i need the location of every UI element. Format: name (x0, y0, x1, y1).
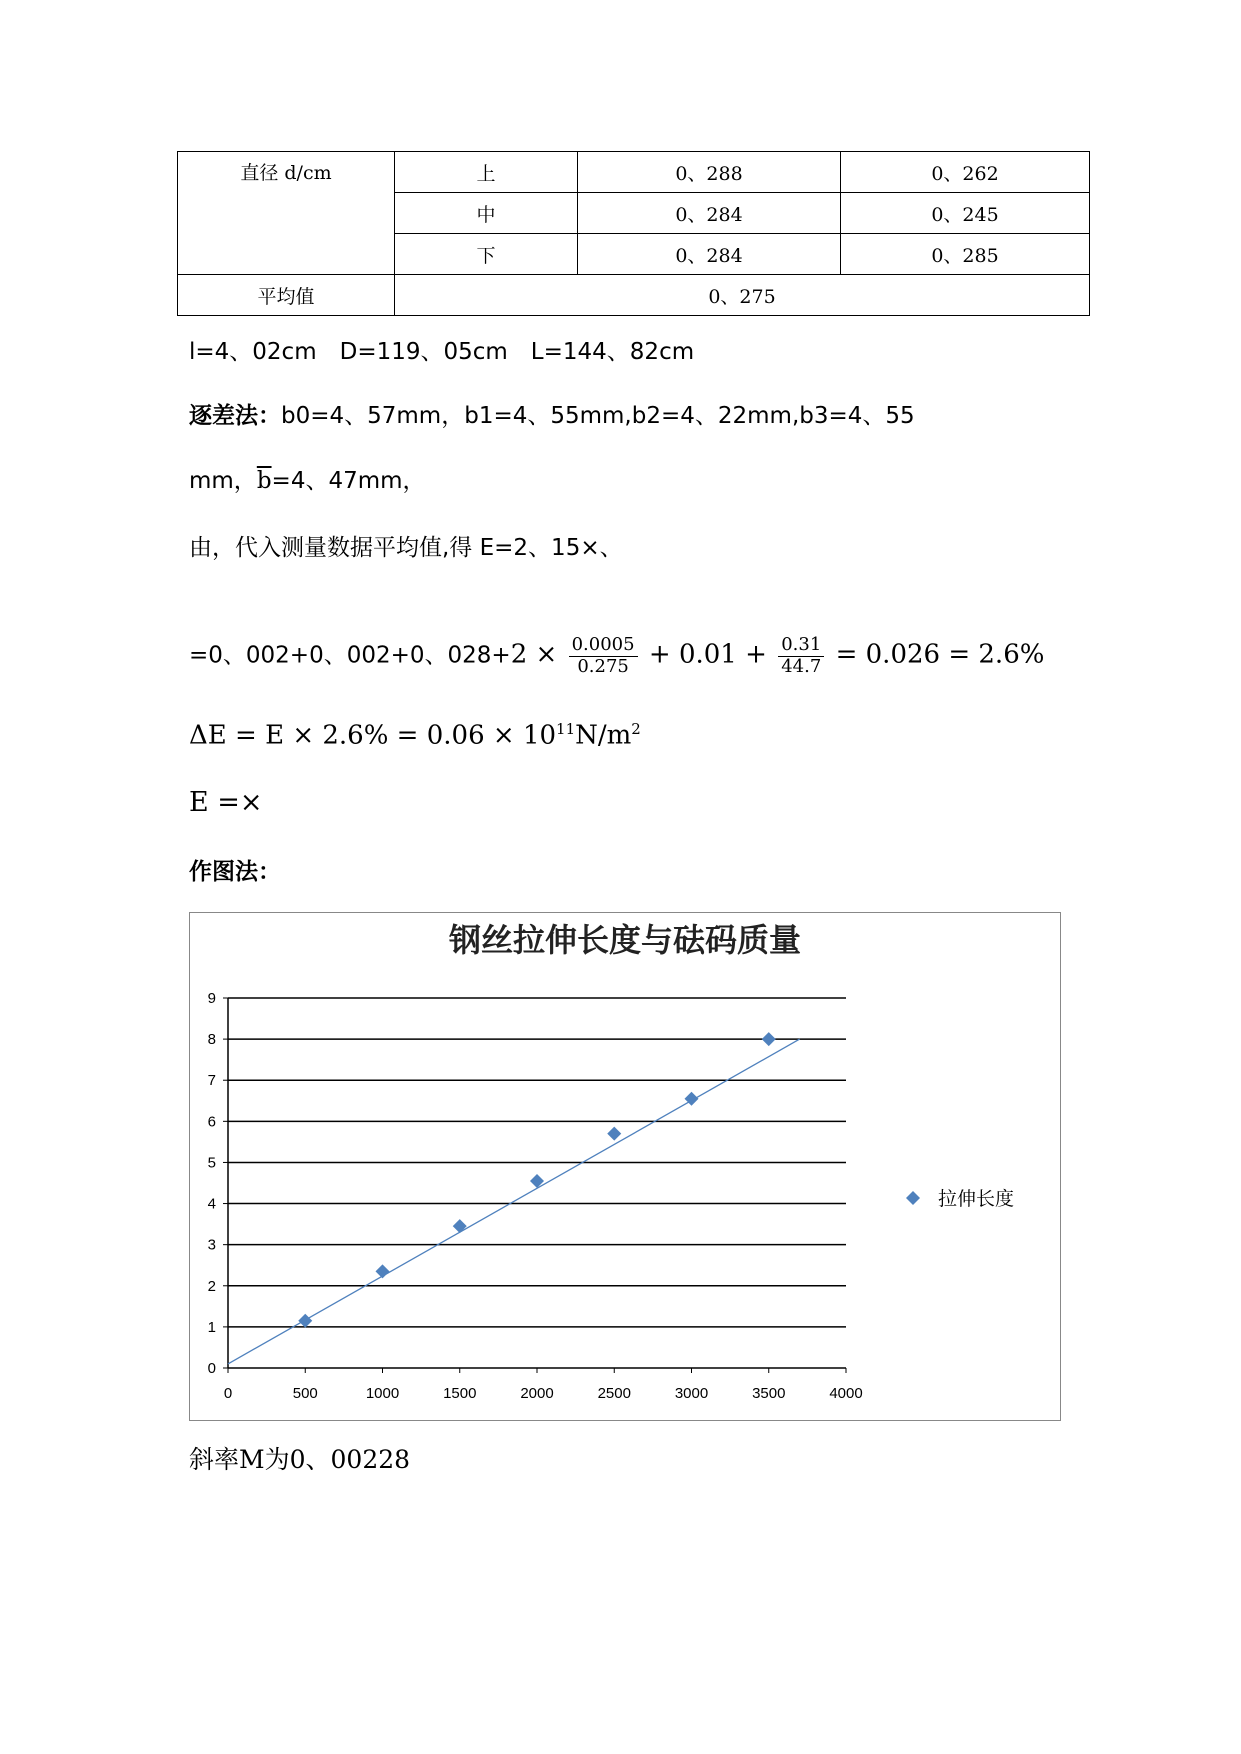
average-value: 0、275 (395, 275, 1090, 316)
rel-err-result: = 0.026 = 2.6% (835, 639, 1045, 670)
lengths-line: l=4、02cm D=119、05cm L=144、82cm (189, 339, 695, 365)
value-cell: 0、288 (578, 152, 841, 193)
e-equals-line: E =× (189, 787, 263, 818)
data-point (762, 1032, 776, 1046)
delta-e-exponent: 11 (556, 720, 576, 738)
delta-e-line (189, 720, 641, 751)
bbar-line (189, 462, 426, 495)
y-tick-label: 3 (207, 1236, 216, 1254)
fraction-1-denominator: 0.275 (577, 655, 629, 677)
data-point (607, 1127, 621, 1141)
y-tick-label: 1 (207, 1318, 216, 1336)
x-tick-label: 2500 (597, 1385, 631, 1402)
chart-svg (190, 913, 1060, 1420)
value-cell: 0、284 (578, 193, 841, 234)
diameter-label: 直径 d/cm (178, 152, 395, 275)
x-tick-label: 2000 (520, 1385, 554, 1402)
fraction-2 (778, 635, 824, 677)
delta-e-unit: N/m (575, 720, 632, 751)
average-label: 平均值 (178, 275, 395, 316)
rel-err-prefix: =0、002+0、002+0、028+ (189, 642, 511, 669)
bbar-text: =4、47mm， (271, 468, 426, 494)
value-cell: 0、262 (841, 152, 1090, 193)
slope-line: 斜率M为0、00228 (189, 1445, 411, 1474)
fraction-1 (569, 635, 638, 677)
fraction-2-numerator: 0.31 (778, 635, 824, 657)
table-row (178, 152, 1090, 193)
x-tick-label: 0 (223, 1385, 233, 1402)
relative-error-line (189, 635, 1044, 677)
x-tick-label: 1500 (443, 1385, 477, 1402)
x-tick-label: 1000 (365, 1385, 400, 1402)
y-tick-label: 8 (207, 1031, 216, 1049)
y-tick-label: 9 (207, 990, 216, 1007)
y-tick-label: 7 (207, 1072, 216, 1090)
legend-label: 拉伸长度 (938, 1189, 1015, 1210)
plus-term: + 0.01 + (648, 639, 767, 670)
two-times: 2 × (510, 639, 558, 670)
position-cell: 中 (395, 193, 578, 234)
x-tick-label: 3500 (752, 1385, 786, 1402)
y-tick-label: 2 (207, 1277, 216, 1295)
data-point (376, 1264, 390, 1278)
table-row (178, 275, 1090, 316)
measurement-table (177, 151, 1090, 316)
method1-line (189, 397, 915, 430)
value-cell: 0、284 (578, 234, 841, 275)
position-cell: 下 (395, 234, 578, 275)
method1-title: 逐差法： (189, 403, 281, 429)
x-tick-label: 4000 (829, 1385, 863, 1402)
value-cell: 0、245 (841, 193, 1090, 234)
method2-title: 作图法： (189, 859, 281, 885)
y-tick-label: 5 (207, 1154, 216, 1172)
data-point (453, 1219, 467, 1233)
y-tick-label: 4 (207, 1195, 216, 1213)
chart-title: 钢丝拉伸长度与砝码质量 (448, 921, 802, 959)
method1-text: b0=4、57mm，b1=4、55mm,b2=4、22mm,b3=4、55 (281, 403, 915, 429)
scatter-chart (189, 912, 1061, 1421)
y-tick-label: 0 (207, 1360, 216, 1377)
mm-prefix: mm， (189, 468, 257, 494)
legend-marker (906, 1191, 920, 1205)
position-cell: 上 (395, 152, 578, 193)
fraction-1-numerator: 0.0005 (569, 635, 638, 657)
x-tick-label: 3000 (674, 1385, 709, 1402)
delta-e-text: ΔE = E × 2.6% = 0.06 × 10 (189, 720, 557, 751)
y-tick-label: 6 (207, 1113, 216, 1131)
value-cell: 0、285 (841, 234, 1090, 275)
data-point (298, 1314, 312, 1328)
b-bar-symbol: $\overline{b}$ (256, 468, 272, 494)
trendline (228, 1039, 800, 1364)
substitute-line: 由，代入测量数据平均值,得 E=2、15×、 (189, 535, 623, 561)
x-tick-label: 500 (292, 1385, 318, 1402)
fraction-2-denominator: 44.7 (781, 655, 822, 677)
delta-e-unit-exponent: 2 (631, 720, 641, 738)
